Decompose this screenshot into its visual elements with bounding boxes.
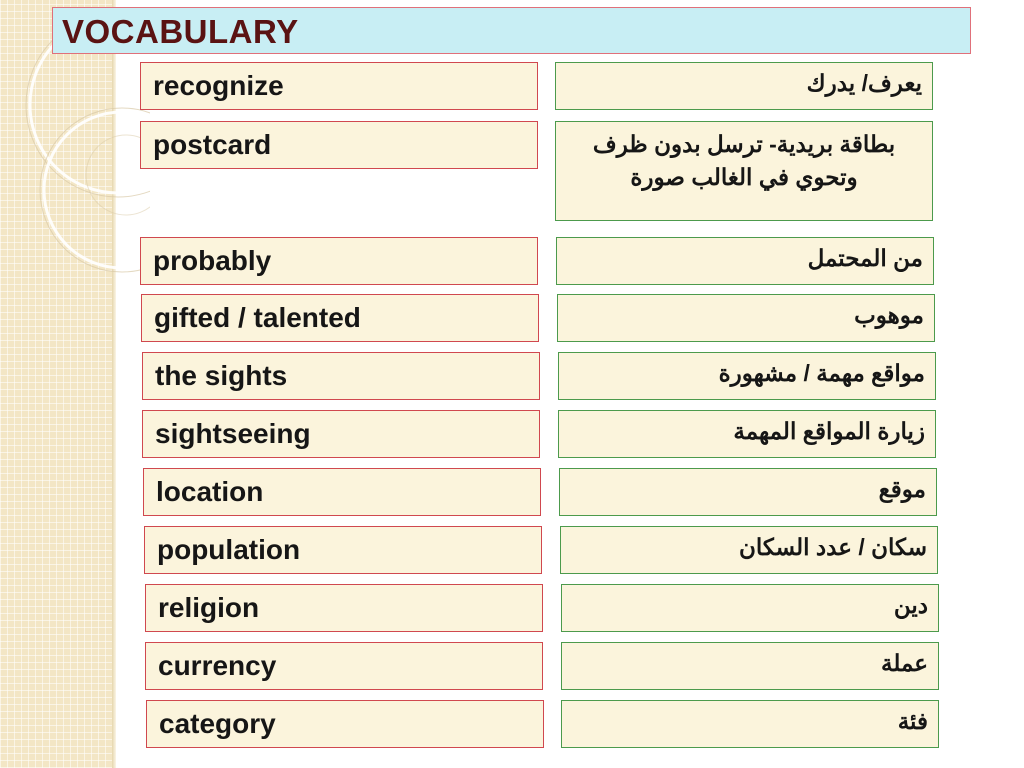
english-term: the sights <box>155 360 288 391</box>
english-term-box <box>142 410 540 458</box>
english-term-box <box>140 62 538 110</box>
arabic-translation: يعرف/ يدرك <box>806 70 922 96</box>
english-term: location <box>156 476 264 507</box>
english-term: sightseeing <box>155 418 311 449</box>
english-term: recognize <box>153 70 284 101</box>
english-term-box <box>145 584 543 632</box>
arabic-translation: زيارة المواقع المهمة <box>733 418 925 444</box>
english-term-box <box>140 121 538 169</box>
arabic-translation: عملة <box>881 650 928 676</box>
arabic-translation-box <box>555 62 933 110</box>
english-term-box <box>140 237 538 285</box>
english-term: population <box>157 534 301 565</box>
english-term-box <box>145 642 543 690</box>
arabic-translation: من المحتمل <box>807 245 923 271</box>
arabic-translation: دين <box>893 592 928 618</box>
arabic-translation: فئة <box>897 708 928 734</box>
arabic-translation-box <box>559 468 937 516</box>
english-term: religion <box>158 592 260 623</box>
english-term-box <box>143 468 541 516</box>
arabic-translation-box <box>555 121 933 221</box>
arabic-translation-box <box>558 410 936 458</box>
arabic-translation-box <box>557 294 935 342</box>
arabic-translation: موهوب <box>854 302 924 328</box>
english-term-box <box>144 526 542 574</box>
arabic-translation: موقع <box>878 476 926 502</box>
page-title: VOCABULARY <box>62 13 299 50</box>
arabic-translation-box <box>558 352 936 400</box>
arabic-translation-box <box>556 237 934 285</box>
arabic-translation: سكان / عدد السكان <box>739 534 927 560</box>
english-term: postcard <box>153 129 272 160</box>
english-term: currency <box>158 650 277 681</box>
english-term: gifted / talented <box>154 302 361 333</box>
arabic-translation-box <box>561 700 939 748</box>
arabic-translation: بطاقة بريدية- ترسل بدون ظرف وتحوي في الغالب صورة <box>592 131 896 190</box>
arabic-translation-box <box>561 584 939 632</box>
arabic-translation-box <box>560 526 938 574</box>
english-term-box <box>141 294 539 342</box>
arabic-translation: مواقع مهمة / مشهورة <box>718 360 925 386</box>
arabic-translation-box <box>561 642 939 690</box>
english-term-box <box>142 352 540 400</box>
english-term: category <box>159 708 276 739</box>
english-term: probably <box>153 245 272 276</box>
english-term-box <box>146 700 544 748</box>
